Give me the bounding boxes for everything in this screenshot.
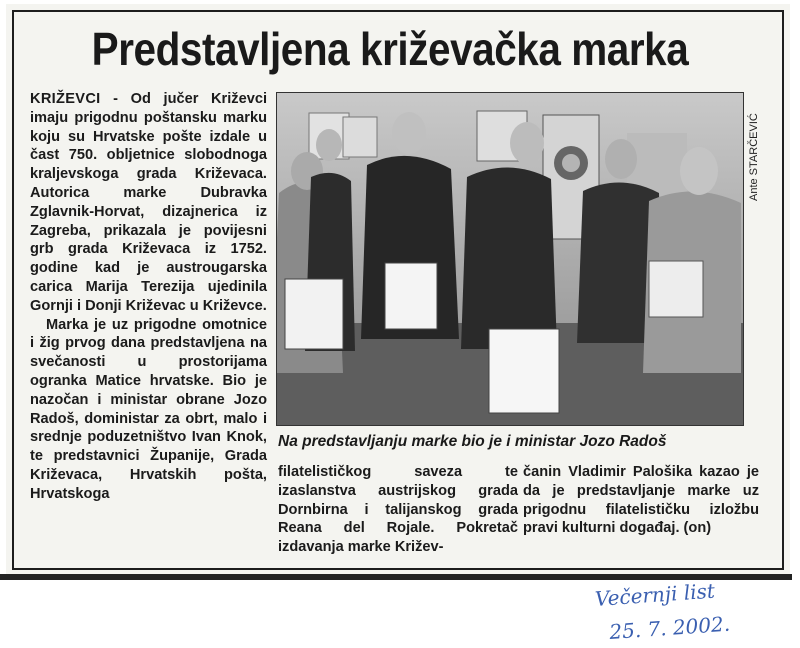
article-column-1 <box>30 90 267 504</box>
news-photo <box>276 92 744 426</box>
article-column-2: filatelističkog saveza te izaslanstva austrijskog grada Dornbirna i talijanskog grada Reana del Rojale. Pokretač izdavanja marke Križev- <box>278 464 518 556</box>
handwritten-date: 25. 7. 2002. <box>608 611 731 645</box>
dateline: KRIŽEVCI <box>30 91 101 107</box>
headline: Predstavljena križevačka marka <box>91 23 689 75</box>
photo-caption: Na predstavljanju marke bio je i ministar Jozo Radoš <box>278 433 667 450</box>
handwritten-source-note <box>594 575 731 648</box>
article-paragraph-1: - Od jučer Križevci imaju prigodnu poštansku marku koju su Hrvatske pošte izdale u čast 750. obljetnice slobodnoga kraljevskoga grada Križevaca. Autorica marke Dubravka Zglavnik-Horvat, dizajnerica iz Zagreba, prikazala je povijesni grb grada Križevaca iz 1752. godine kad je austrougarska carica Marija Terezija ujedinila Gornji i Donji Križevac u Križevce. <box>30 91 267 314</box>
article-column-3: čanin Vladimir Palošika kazao je da je predstavljanje marke uz prigodnu filatelističku izložbu pravi kulturni događaj. (on) <box>523 464 759 537</box>
handwritten-publication: Večernji list <box>594 578 716 611</box>
photo-credit: Ante STARČEVIĆ <box>748 113 760 201</box>
article-paragraph-2: Marka je uz prigodne omotnice i žig prvog dana predstavljena na svečanosti u prostorijama ogranka Matice hrvatske. Bio je nazočan i ministar obrane Jozo Radoš, doministar za obrt, malo i srednje poduzetništvo Ivan Knok, te predstavnici Županije, Grada Križevaca, Hrvatskih pošta, Hrvatskoga <box>30 316 267 502</box>
